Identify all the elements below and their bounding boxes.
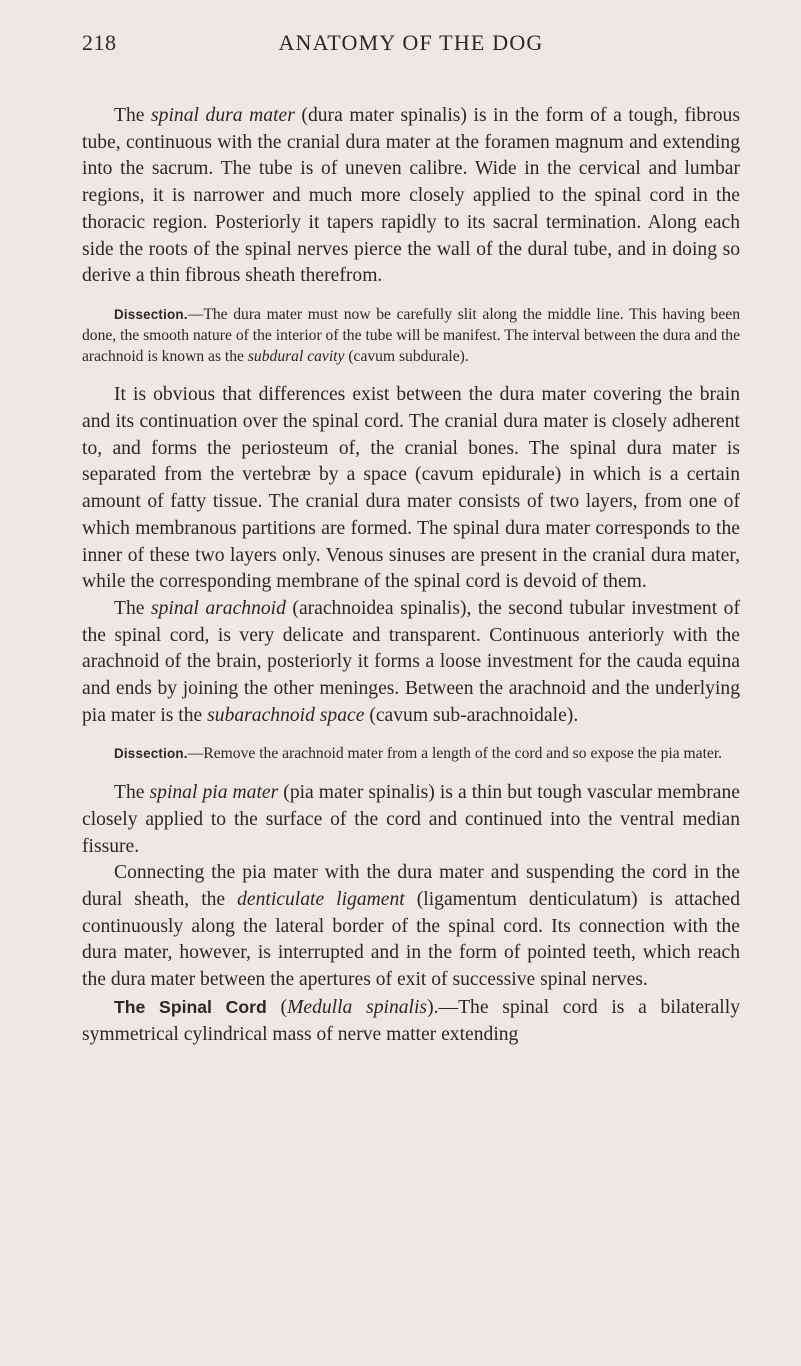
paragraph-text: Connecting the pia mater with the dura mater and suspending the cord in the dural sheath, the (82, 862, 740, 911)
italic-term: denticulate ligament (237, 889, 405, 911)
paragraph-text: (pia mater spinalis) is a thin but tough vascular membrane closely applied to the surface of the cord and continued into the ventral median fissure. (82, 782, 740, 857)
italic-term: subarachnoid space (207, 704, 365, 726)
paragraph-text: (arachnoidea spinalis), the second tubular investment of the spinal cord, is very delicate and transparent. Continuous anteriorly with the arachnoid of the brain, posteriorly it forms a loose investment for the cauda equina and ends by joining the other meninges. Between the arachnoid and the underlying pia mater is the (82, 597, 740, 726)
dissection-label: Dissection. (114, 306, 188, 322)
paragraph-text: —Remove the arachnoid mater from a length of the cord and so expose the pia mater. (187, 745, 723, 763)
paragraph-text: ( (266, 996, 288, 1018)
paragraph-denticulate-ligament (82, 860, 740, 994)
paragraph-text: —The dura mater must now be carefully slit along the middle line. This having been done, the smooth nature of the interior of the tube will be manifest. The interval between the dura and the arachnoid is known as the (82, 305, 740, 365)
paragraph-text: (cavum subdurale). (344, 347, 469, 365)
paragraph-text: The (114, 105, 152, 126)
page-header (82, 30, 740, 64)
paragraph-text: It is obvious that differences exist between the dura mater covering the brain and its continuation over the spinal cord. The cranial dura mater is closely adherent to, and forms the periosteum of, the cranial bones. The spinal dura mater is separated from the vertebræ by a space (cavum epidurale) in which is a certain amount of fatty tissue. The cranial dura mater consists of two layers, from one of which membranous partitions are formed. The spinal dura mater corresponds to the inner of these two layers only. Venous sinuses are present in the cranial dura mater, while the corresponding membrane of the spinal cord is devoid of them. (82, 384, 740, 593)
italic-term: Medulla spinalis (287, 996, 428, 1018)
dissection-note-arachnoid (82, 744, 740, 765)
paragraph-spinal-dura-mater (82, 103, 740, 290)
paragraph-spinal-pia-mater (82, 780, 740, 860)
section-heading: The Spinal Cord (114, 996, 267, 1017)
paragraph-spinal-cord (82, 994, 740, 1048)
paragraph-text: (ligamentum denticulatum) is attached continuously along the lateral border of the spinal cord. Its connection with the dura mater, however, is interrupted and in the form of pointed teeth, which reach the dura mater between the apertures of exit of successive spinal nerves. (82, 889, 740, 991)
paragraph-text: (dura mater spinalis) is in the form of a tough, fibrous tube, continuous with the cranial dura mater at the foramen magnum and extending into the sacrum. The tube is of uneven calibre. Wide in the cervical and lumbar regions, it is narrower and much more closely applied to the spinal cord in the thoracic region. Posteriorly it tapers rapidly to its sacral termination. Along each side the roots of the spinal nerves pierce the wall of the dural tube, and in doing so derive a thin fibrous sheath therefrom. (82, 105, 740, 287)
italic-term: spinal dura mater (151, 105, 295, 126)
paragraph-dura-differences (82, 382, 740, 596)
running-title: ANATOMY OF THE DOG (278, 30, 544, 55)
italic-term: subdural cavity (247, 347, 345, 365)
italic-term: spinal pia mater (149, 782, 279, 804)
paragraph-text: The (114, 782, 150, 804)
dissection-note-dura (82, 305, 740, 367)
paragraph-spinal-arachnoid (82, 596, 740, 730)
paragraph-text: ).—The spinal cord is a bilaterally symmetrical cylindrical mass of nerve matter extending (82, 996, 740, 1045)
page-number: 218 (82, 30, 117, 55)
body-text (82, 103, 740, 1048)
paragraph-text: The (114, 597, 151, 619)
italic-term: spinal arachnoid (150, 597, 286, 619)
paragraph-text: (cavum sub-arachnoidale). (364, 704, 579, 726)
dissection-label: Dissection. (114, 746, 188, 762)
